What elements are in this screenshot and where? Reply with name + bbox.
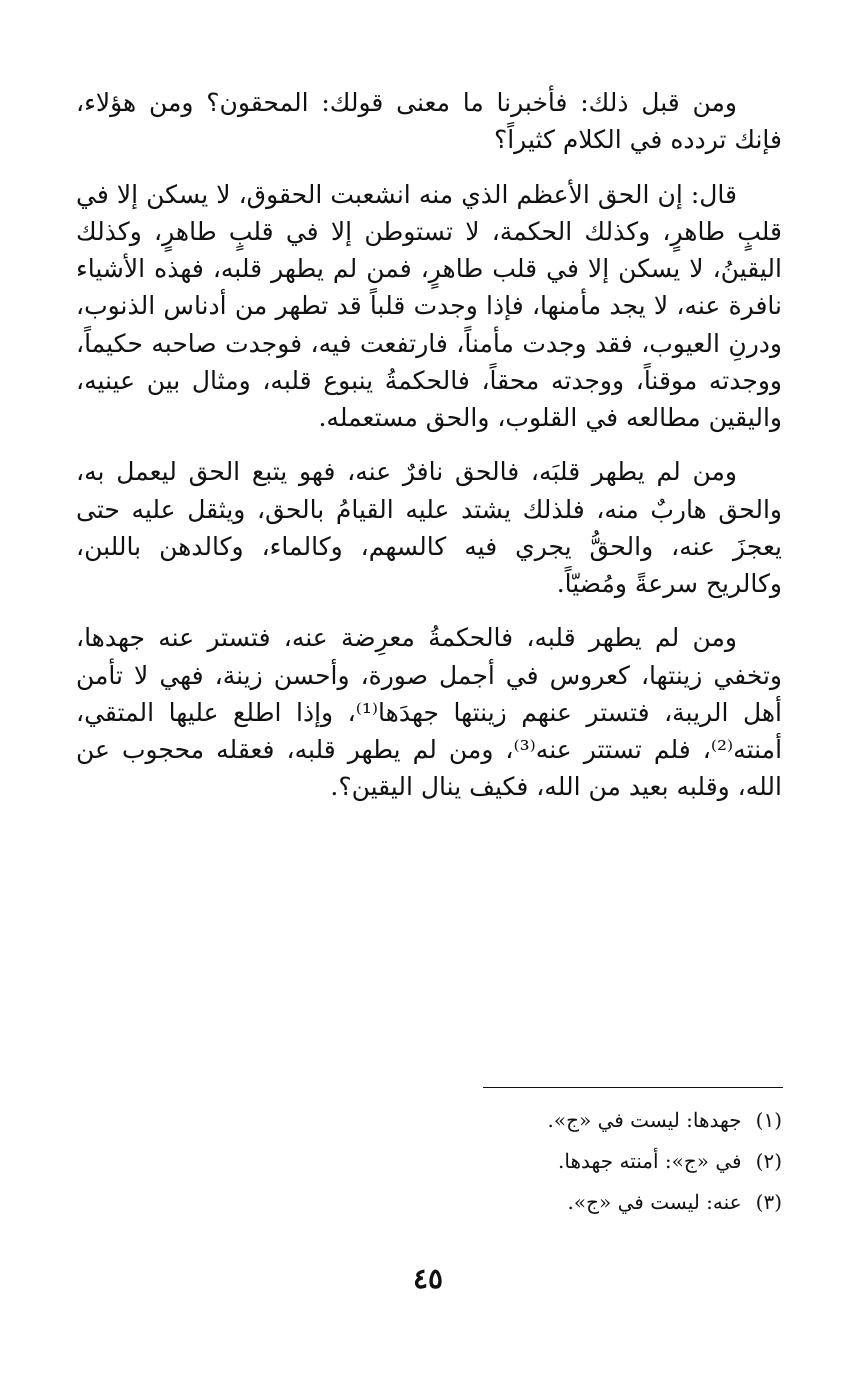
footnote-1 bbox=[300, 1104, 782, 1137]
footnote-2 bbox=[300, 1145, 782, 1178]
footnote-text: جهدها: ليست في «ج». bbox=[547, 1108, 742, 1132]
footnote-text: عنه: ليست في «ج». bbox=[567, 1190, 742, 1214]
page-number: ٤٥ bbox=[412, 1262, 444, 1295]
paragraph-1: ومن قبل ذلك: فأخبرنا ما معنى قولك: المحقون؟ ومن هؤلاء، فإنك تردده في الكلام كثيراً؟ bbox=[76, 88, 782, 155]
footnote-text: في «ج»: أمنته جهدها. bbox=[558, 1149, 742, 1173]
footnotes bbox=[300, 1104, 782, 1227]
main-arabic-text bbox=[76, 84, 782, 806]
footnote-number: (١) bbox=[755, 1108, 782, 1132]
paragraph-2: قال: إن الحق الأعظم الذي منه انشعبت الحقوق، لا يسكن إلا في قلبٍ طاهرٍ، وكذلك الحكمة، لا تستوطن إلا في قلبٍ طاهرٍ، وكذلك اليقينُ، لا يسكن إلا في قلب طاهرٍ، فمن لم يطهر قلبه، فهذه الأشياء نافرة عنه، لا يجد مأمنها، فإذا وجدت قلباً قد تطهر من أدناس الذنوب، ودرنِ العيوب، فقد وجدت مأمناً، فارتفعت فيه، فوجدت صاحبه حكيماً، ووجدته موقناً، ووجدته محقاً، فالحكمةُ ينبوع قلبه، ومثال بين عينيه، واليقين مطالعه في القلوب، والحق مستعمله. bbox=[76, 179, 782, 432]
footnote-divider bbox=[483, 1087, 783, 1088]
paragraph-4: ومن لم يطهر قلبه، فالحكمةُ معرِضة عنه، فتستر عنه جهدها، وتخفي زينتها، كعروس في أجمل صورة، وأحسن زينة، فهي لا تأمن أهل الريبة، فتستر عنهم زينتها جهدَها⁽¹⁾، وإذا اطلع عليها المتقي، أمنته⁽²⁾، فلم تستتر عنه⁽³⁾، ومن لم يطهر قلبه، فعقله محجوب عن الله، وقلبه بعيد من الله، فكيف ينال اليقين؟. bbox=[76, 623, 783, 802]
footnote-3 bbox=[300, 1186, 782, 1219]
footnote-number: (٢) bbox=[755, 1149, 782, 1173]
paragraph-3: ومن لم يطهر قلبَه، فالحق نافرٌ عنه، فهو يتبع الحق ليعمل به، والحق هاربٌ منه، فلذلك يشتد عليه القيامُ بالحق، ويثقل عليه حتى يعجزَ عنه، والحقُّ يجري فيه كالسهم، وكالماء، وكالدهن باللبن، وكالريح سرعةً ومُضيّاً. bbox=[76, 457, 782, 598]
footnote-number: (٣) bbox=[755, 1190, 782, 1214]
